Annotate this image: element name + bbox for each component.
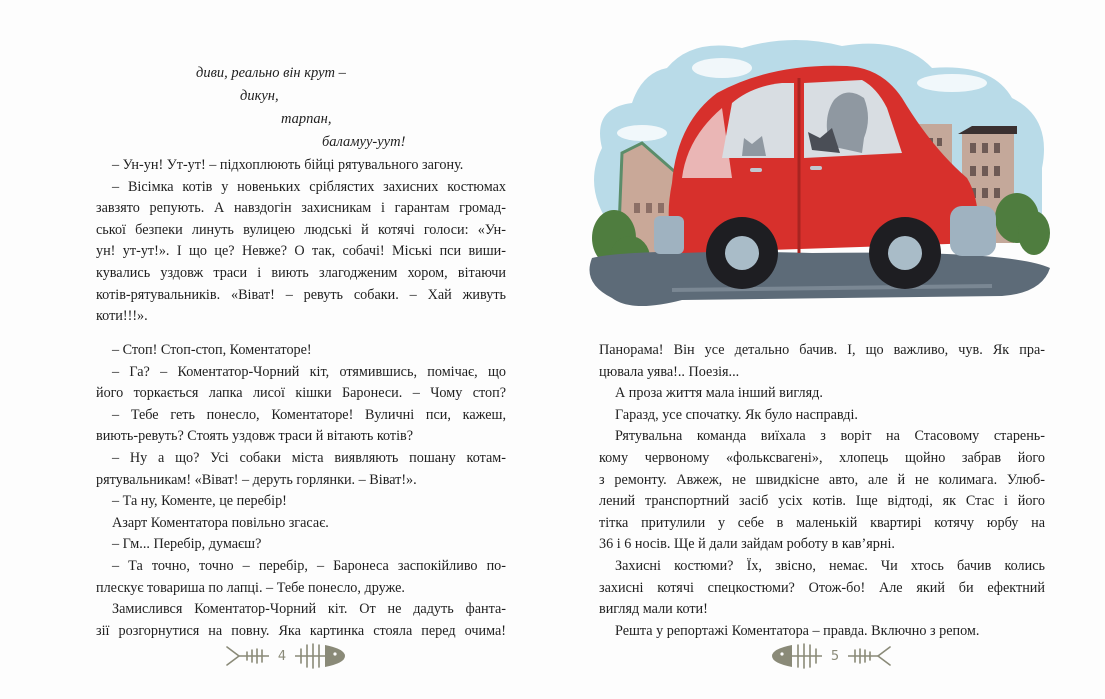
text-line: з ремонту. Авжеж, не швидкісне авто, але й не колимага. Улюб- (599, 471, 1045, 488)
text-line: лений транспортний засіб усіх котів. Іще відтоді, як Стас і його (599, 493, 1045, 510)
fishbone-icon (848, 643, 892, 669)
text-line: – Вісімка котів у новеньких сріблястих захисних костюмах (112, 178, 506, 195)
text-line: плескує товариша по лапці. – Тебе понесло, друже. (96, 579, 405, 596)
text-line: котів-рятувальників. «Віват! – ревуть собаки. – Хай живуть (96, 286, 506, 303)
page-folio (225, 641, 347, 671)
right-page (552, 0, 1105, 699)
text-line: Решта у репортажі Коментатора – правда. Включно з репом. (615, 622, 980, 639)
text-line: Гаразд, усе спочатку. Як було насправді. (615, 406, 858, 423)
fishbone-icon (295, 641, 347, 671)
text-line: – Стоп! Стоп-стоп, Коментаторе! (112, 342, 312, 358)
text-line: – Ун-ун! Ут-ут! – підхоплюють бійці рятувального загону. (112, 157, 464, 173)
text-line: ської безпеки линуть вулицею людські й котячі голоси: «Ун- (96, 221, 506, 238)
text-line: захисні котячі спецкостюми? Отож-бо! Але який би ефектний (599, 579, 1045, 596)
text-line: – Та ну, Коменте, це перебір! (112, 493, 287, 510)
text-line: – Тебе геть понесло, Коментаторе! Вуличні пси, кажеш, (112, 406, 506, 423)
text-line: Замислився Коментатор-Чорний кіт. От не дадуть фанта- (112, 601, 506, 618)
left-page (0, 0, 552, 699)
text-line: рятувальникам! «Віват! – деруть горлянки. – Віват!». (96, 471, 417, 488)
text-line: – Ну а що? Усі собаки міста виявляють пошану котам- (112, 449, 506, 466)
text-block (96, 340, 506, 642)
text-line: Рятувальна команда виїхала з воріт на Стасовому старень- (615, 428, 1045, 445)
text-block (96, 155, 506, 328)
text-line: – Гм... Перебір, думаєш? (112, 536, 262, 553)
text-line: кувались уздовж траси і виють злагодженим хором, вітаючи (96, 264, 506, 281)
page-number: 4 (277, 648, 287, 664)
text-line: Захисні костюми? Їх, звісно, немає. Чи хтось бачив колись (615, 557, 1045, 574)
red-car-illustration (572, 28, 1054, 318)
poem-line: дикун, (240, 88, 279, 104)
text-line: Панорама! Він усе детально бачив. І, що важливо, чув. Як пра- (599, 342, 1045, 358)
text-line: тітка притулили у себе в маленькій квартирі котячу юрбу на (599, 514, 1045, 531)
poem-line: баламуу-уут! (322, 134, 406, 150)
page-number: 5 (830, 648, 840, 664)
text-line: зії розгорнутися на повну. Яка картинка стояла перед очима! (96, 622, 506, 639)
page-folio (770, 641, 892, 671)
fishbone-icon (225, 643, 269, 669)
text-line: Азарт Коментатора повільно згасає. (112, 514, 329, 531)
fishbone-icon (770, 641, 822, 671)
text-line: завзято репують. А навздогін захисникам і гарантам громад- (96, 200, 506, 217)
text-line: – Та точно, точно – перебір, – Баронеса заспокійливо по- (112, 557, 506, 574)
text-line: виють-ревуть? Стоять уздовж траси й вітають котів? (96, 428, 414, 445)
text-line: його торкається лапка лисої кішки Баронеси. – Чому стоп? (96, 385, 506, 402)
poem-line: тарпан, (281, 111, 332, 127)
poem-line: диви, реально він крут – (196, 65, 346, 81)
text-line: А проза життя мала інший вигляд. (615, 385, 823, 402)
text-line: кому червоному «фольксвагені», хлопець щойно забрав його (599, 449, 1045, 466)
text-block (599, 340, 1045, 642)
text-line: вигляд мали коти! (599, 601, 708, 618)
text-line: – Га? – Коментатор-Чорний кіт, отямившись, помічає, що (112, 363, 506, 380)
text-line: коти!!!». (96, 308, 148, 325)
text-line: цювала уява!.. Поезія... (599, 363, 740, 380)
text-line: ун! ут-ут!». І що це? Невже? О так, собачі! Міські пси виши- (96, 243, 506, 260)
text-line: 36 і 6 носів. Ще й дали зайдам роботу в кав’ярні. (599, 536, 895, 553)
